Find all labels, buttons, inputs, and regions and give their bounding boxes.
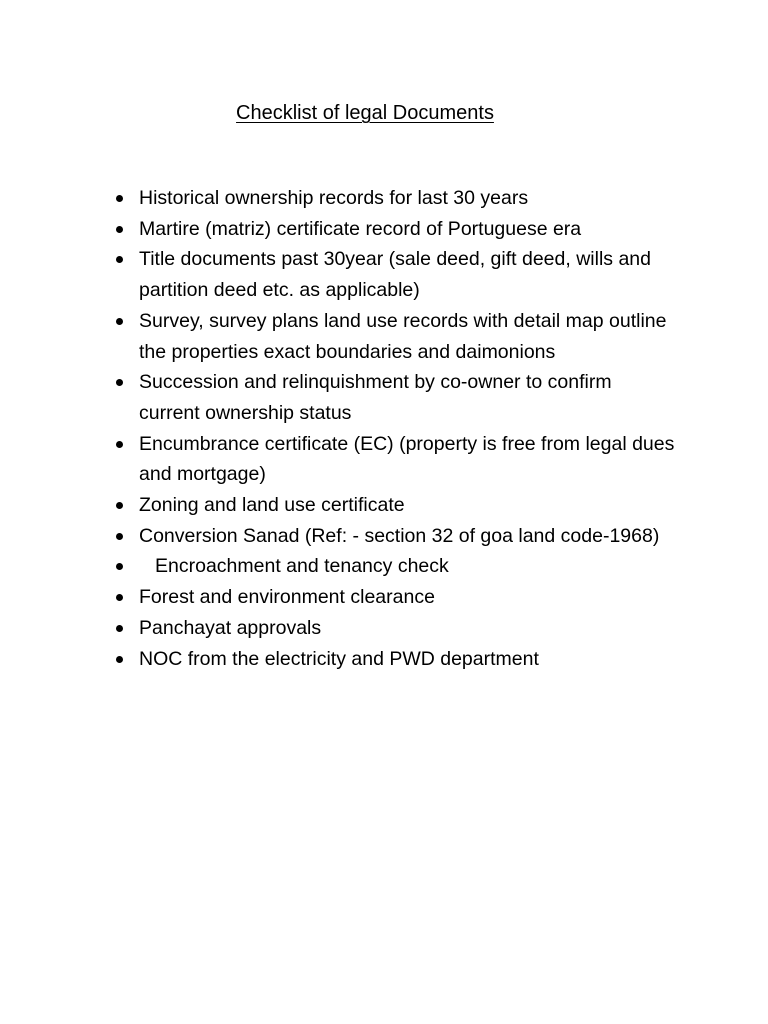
list-item [110, 490, 675, 521]
list-item [110, 613, 675, 644]
list-item [110, 551, 675, 582]
list-item-text: Panchayat approvals [139, 616, 322, 639]
list-item-text: Forest and environment clearance [139, 586, 435, 609]
list-item-text: Title documents past 30year (sale deed, gift deed, wills and partition deed etc. as applicable) [139, 248, 651, 302]
list-item [110, 429, 675, 490]
list-item [110, 367, 675, 428]
list-item-text: Conversion Sanad (Ref: - section 32 of goa land code-1968) [139, 524, 660, 547]
list-item [110, 244, 675, 305]
list-item [110, 521, 675, 552]
bullet-icon [116, 195, 123, 202]
list-item-text: Encumbrance certificate (EC) (property is free from legal dues and mortgage) [139, 432, 675, 486]
list-item [110, 306, 675, 367]
list-item-text: Survey, survey plans land use records with detail map outline the properties exact boundaries and daimonions [139, 309, 667, 363]
bullet-icon [116, 318, 123, 325]
list-item-text: NOC from the electricity and PWD department [139, 647, 539, 670]
list-item [110, 582, 675, 613]
bullet-icon [116, 656, 123, 663]
list-item [110, 214, 675, 245]
bullet-icon [116, 625, 123, 632]
bullet-icon [116, 563, 123, 570]
list-item-text: Succession and relinquishment by co-owner to confirm current ownership status [139, 371, 612, 424]
list-item-text: Zoning and land use certificate [139, 494, 405, 517]
bullet-icon [116, 533, 123, 540]
list-item-text: Historical ownership records for last 30 years [139, 187, 529, 209]
list-item-text: Encroachment and tenancy check [155, 555, 449, 578]
bullet-icon [116, 256, 123, 263]
list-item [110, 644, 675, 675]
bullet-icon [116, 226, 123, 233]
list-item [110, 183, 675, 214]
bullet-icon [116, 379, 123, 386]
list-item-text: Martire (matriz) certificate record of Portuguese era [139, 217, 582, 240]
bullet-icon [116, 502, 123, 509]
checklist [110, 183, 675, 674]
bullet-icon [116, 594, 123, 601]
bullet-icon [116, 441, 123, 448]
document-title: Checklist of legal Documents [236, 102, 494, 124]
